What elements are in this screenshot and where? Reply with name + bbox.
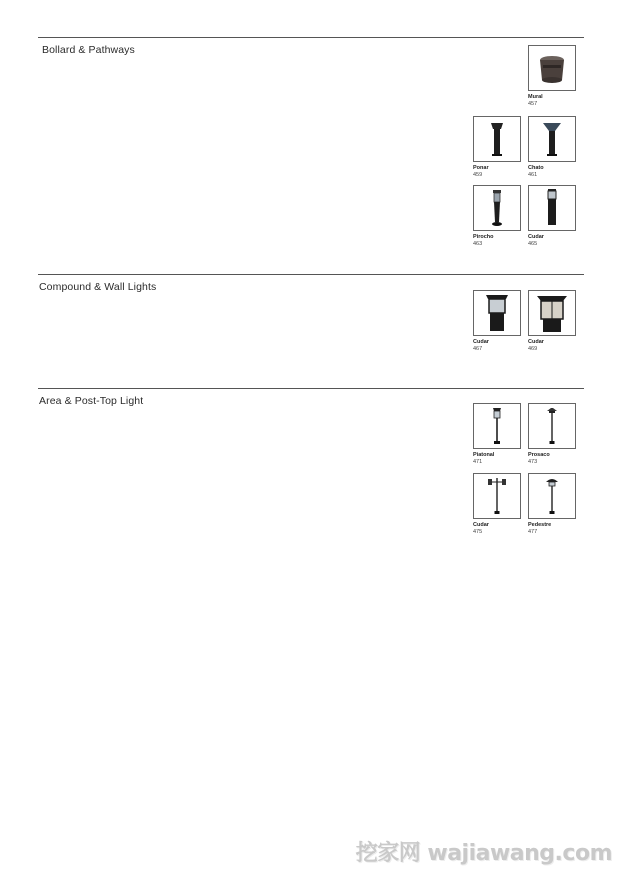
section-title: Bollard & Pathways xyxy=(42,44,135,56)
product-page-number: 463 xyxy=(473,240,483,247)
product-card[interactable] xyxy=(528,290,576,352)
product-name: Cudar xyxy=(473,522,489,528)
cone-post-icon xyxy=(528,403,576,449)
product-page-number: 459 xyxy=(473,171,483,178)
section-title: Compound & Wall Lights xyxy=(39,281,157,293)
product-page-number: 473 xyxy=(528,458,538,465)
wide-pillar-lantern-icon xyxy=(528,290,576,336)
product-card[interactable] xyxy=(473,290,521,352)
product-card[interactable] xyxy=(528,116,576,178)
product-name: Prosaco xyxy=(528,452,550,458)
product-name: Cudar xyxy=(528,234,544,240)
square-bollard-icon xyxy=(528,185,576,231)
slim-bollard-icon xyxy=(473,185,521,231)
product-page-number: 465 xyxy=(528,240,538,247)
product-card[interactable] xyxy=(528,473,576,535)
product-card[interactable] xyxy=(528,403,576,465)
tapered-bollard-icon xyxy=(473,116,521,162)
flared-bollard-icon xyxy=(528,116,576,162)
mushroom-post-icon xyxy=(528,473,576,519)
product-card[interactable] xyxy=(528,45,576,107)
product-name: Cudar xyxy=(528,339,544,345)
product-name: Cudar xyxy=(473,339,489,345)
product-name: Pedestre xyxy=(528,522,552,528)
product-card[interactable] xyxy=(473,185,521,247)
pillar-lantern-icon xyxy=(473,290,521,336)
product-card[interactable] xyxy=(473,403,521,465)
product-page-number: 475 xyxy=(473,528,483,535)
product-page-number: 477 xyxy=(528,528,538,535)
twin-post-icon xyxy=(473,473,521,519)
product-name: Piatonal xyxy=(473,452,495,458)
watermark: 挖家网 wajiawang.com xyxy=(355,841,612,866)
round-bollard-icon xyxy=(528,45,576,91)
lantern-post-icon xyxy=(473,403,521,449)
product-page-number: 467 xyxy=(473,345,483,352)
product-page-number: 461 xyxy=(528,171,538,178)
product-name: Pirocho xyxy=(473,234,494,240)
product-page-number: 471 xyxy=(473,458,483,465)
product-name: Mural xyxy=(528,94,543,100)
product-card[interactable] xyxy=(473,473,521,535)
product-card[interactable] xyxy=(473,116,521,178)
product-page-number: 469 xyxy=(528,345,538,352)
product-page-number: 457 xyxy=(528,100,538,107)
product-card[interactable] xyxy=(528,185,576,247)
section-title: Area & Post-Top Light xyxy=(39,395,144,407)
product-name: Chato xyxy=(528,165,544,171)
product-name: Ponar xyxy=(473,165,489,171)
